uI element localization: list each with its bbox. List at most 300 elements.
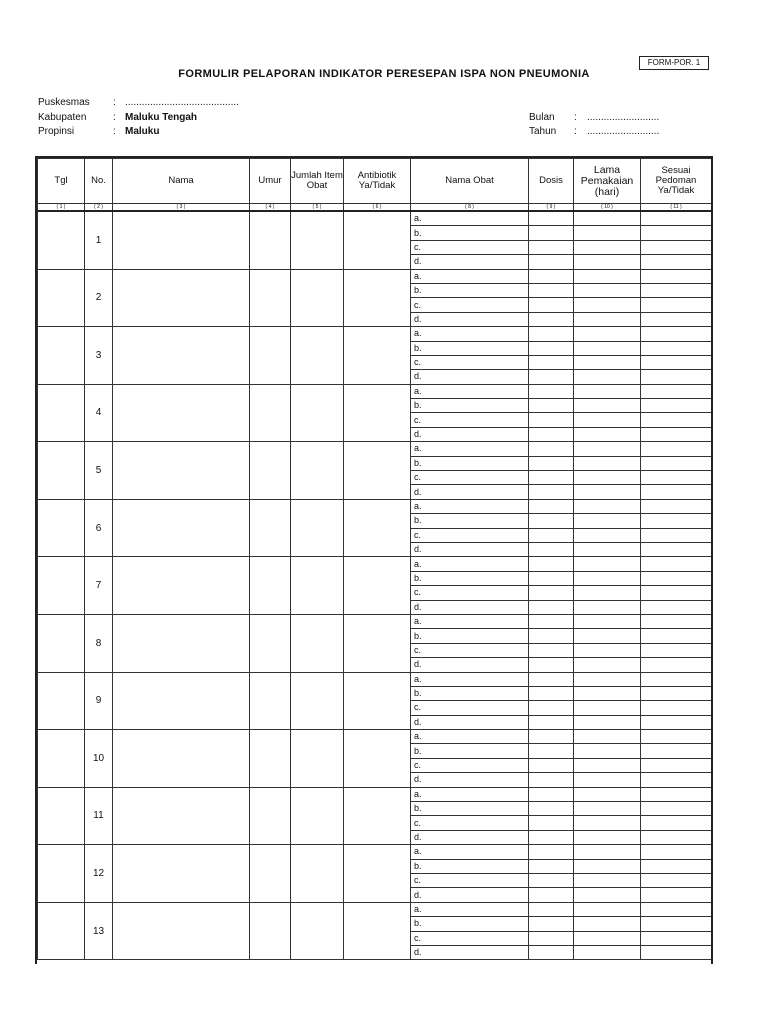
dosis-cell[interactable] [529, 298, 574, 312]
tgl-cell[interactable] [38, 787, 85, 845]
col-number: ( 3 ) [113, 204, 250, 212]
lama-pemakaian-cell[interactable] [574, 427, 641, 441]
nama-obat-cell[interactable]: c. [411, 298, 529, 312]
dosis-cell[interactable] [529, 471, 574, 485]
dosis-cell[interactable] [529, 355, 574, 369]
sesuai-pedoman-cell[interactable] [641, 211, 712, 226]
lama-pemakaian-cell[interactable] [574, 514, 641, 528]
nama-obat-cell[interactable]: d. [411, 888, 529, 902]
antibiotik-cell[interactable] [344, 787, 411, 845]
antibiotik-cell[interactable] [344, 845, 411, 903]
lama-pemakaian-cell[interactable] [574, 298, 641, 312]
tgl-cell[interactable] [38, 614, 85, 672]
dosis-cell[interactable] [529, 255, 574, 269]
sesuai-pedoman-cell[interactable] [641, 787, 712, 801]
lama-pemakaian-cell[interactable] [574, 629, 641, 643]
dosis-cell[interactable] [529, 802, 574, 816]
row-number: 4 [85, 384, 113, 442]
jumlah-item-cell[interactable] [291, 211, 344, 269]
nama-obat-cell[interactable]: d. [411, 773, 529, 787]
nama-obat-cell[interactable]: d. [411, 830, 529, 844]
lama-pemakaian-cell[interactable] [574, 226, 641, 240]
nama-obat-cell[interactable]: c. [411, 471, 529, 485]
dosis-cell[interactable] [529, 269, 574, 283]
row-number: 7 [85, 557, 113, 615]
sesuai-pedoman-cell[interactable] [641, 773, 712, 787]
sesuai-pedoman-cell[interactable] [641, 514, 712, 528]
nama-obat-cell[interactable]: c. [411, 413, 529, 427]
nama-cell[interactable] [113, 269, 250, 327]
sesuai-pedoman-cell[interactable] [641, 370, 712, 384]
sesuai-pedoman-cell[interactable] [641, 586, 712, 600]
tgl-cell[interactable] [38, 730, 85, 788]
dosis-cell[interactable] [529, 600, 574, 614]
table-row [38, 614, 712, 628]
jumlah-item-cell[interactable] [291, 384, 344, 442]
dosis-cell[interactable] [529, 931, 574, 945]
meta-label: Kabupaten [38, 112, 87, 123]
dosis-cell[interactable] [529, 485, 574, 499]
umur-cell[interactable] [250, 384, 291, 442]
tgl-cell[interactable] [38, 845, 85, 903]
nama-obat-cell[interactable]: d. [411, 945, 529, 959]
nama-obat-cell[interactable]: a. [411, 672, 529, 686]
sesuai-pedoman-cell[interactable] [641, 298, 712, 312]
jumlah-item-cell[interactable] [291, 269, 344, 327]
tgl-cell[interactable] [38, 269, 85, 327]
nama-obat-cell[interactable]: c. [411, 701, 529, 715]
nama-obat-cell[interactable]: b. [411, 226, 529, 240]
lama-pemakaian-cell[interactable] [574, 643, 641, 657]
tgl-cell[interactable] [38, 902, 85, 960]
jumlah-item-cell[interactable] [291, 730, 344, 788]
sesuai-pedoman-cell[interactable] [641, 471, 712, 485]
dosis-cell[interactable] [529, 643, 574, 657]
lama-pemakaian-cell[interactable] [574, 442, 641, 456]
lama-pemakaian-cell[interactable] [574, 600, 641, 614]
dosis-cell[interactable] [529, 859, 574, 873]
nama-obat-cell[interactable]: a. [411, 499, 529, 513]
dosis-cell[interactable] [529, 211, 574, 226]
dosis-cell[interactable] [529, 830, 574, 844]
umur-cell[interactable] [250, 902, 291, 960]
nama-obat-cell[interactable]: c. [411, 816, 529, 830]
jumlah-item-cell[interactable] [291, 442, 344, 500]
propinsi-value: Maluku [125, 126, 160, 137]
sesuai-pedoman-cell[interactable] [641, 672, 712, 686]
lama-pemakaian-cell[interactable] [574, 888, 641, 902]
dosis-cell[interactable] [529, 240, 574, 254]
nama-obat-cell[interactable]: a. [411, 269, 529, 283]
sesuai-pedoman-cell[interactable] [641, 399, 712, 413]
table-row [38, 211, 712, 226]
dosis-cell[interactable] [529, 730, 574, 744]
dosis-cell[interactable] [529, 370, 574, 384]
umur-cell[interactable] [250, 499, 291, 557]
dosis-cell[interactable] [529, 873, 574, 887]
jumlah-item-cell[interactable] [291, 845, 344, 903]
sesuai-pedoman-cell[interactable] [641, 269, 712, 283]
lama-pemakaian-cell[interactable] [574, 730, 641, 744]
nama-obat-cell[interactable]: d. [411, 715, 529, 729]
umur-cell[interactable] [250, 442, 291, 500]
nama-obat-cell[interactable]: d. [411, 255, 529, 269]
sesuai-pedoman-cell[interactable] [641, 499, 712, 513]
tgl-cell[interactable] [38, 384, 85, 442]
sesuai-pedoman-cell[interactable] [641, 442, 712, 456]
nama-cell[interactable] [113, 902, 250, 960]
nama-obat-cell[interactable]: c. [411, 528, 529, 542]
sesuai-pedoman-cell[interactable] [641, 557, 712, 571]
dosis-cell[interactable] [529, 327, 574, 341]
sesuai-pedoman-cell[interactable] [641, 312, 712, 326]
tgl-cell[interactable] [38, 499, 85, 557]
dosis-cell[interactable] [529, 499, 574, 513]
umur-cell[interactable] [250, 557, 291, 615]
lama-pemakaian-cell[interactable] [574, 341, 641, 355]
dosis-cell[interactable] [529, 744, 574, 758]
nama-obat-cell[interactable]: a. [411, 730, 529, 744]
nama-obat-cell[interactable]: d. [411, 542, 529, 556]
antibiotik-cell[interactable] [344, 672, 411, 730]
sesuai-pedoman-cell[interactable] [641, 283, 712, 297]
nama-obat-cell[interactable]: b. [411, 917, 529, 931]
lama-pemakaian-cell[interactable] [574, 816, 641, 830]
sesuai-pedoman-cell[interactable] [641, 571, 712, 585]
lama-pemakaian-cell[interactable] [574, 859, 641, 873]
dosis-cell[interactable] [529, 773, 574, 787]
tgl-cell[interactable] [38, 672, 85, 730]
nama-cell[interactable] [113, 499, 250, 557]
nama-obat-cell[interactable]: a. [411, 614, 529, 628]
antibiotik-cell[interactable] [344, 269, 411, 327]
sesuai-pedoman-cell[interactable] [641, 629, 712, 643]
sesuai-pedoman-cell[interactable] [641, 355, 712, 369]
nama-obat-cell[interactable]: c. [411, 758, 529, 772]
nama-cell[interactable] [113, 327, 250, 385]
col-header-jumlah-item: Jumlah Item Obat [291, 159, 344, 204]
lama-pemakaian-cell[interactable] [574, 471, 641, 485]
lama-pemakaian-cell[interactable] [574, 773, 641, 787]
lama-pemakaian-cell[interactable] [574, 571, 641, 585]
table-row [38, 442, 712, 456]
sesuai-pedoman-cell[interactable] [641, 845, 712, 859]
nama-obat-cell[interactable]: a. [411, 384, 529, 398]
dosis-cell[interactable] [529, 845, 574, 859]
nama-obat-cell[interactable]: c. [411, 240, 529, 254]
lama-pemakaian-cell[interactable] [574, 255, 641, 269]
jumlah-item-cell[interactable] [291, 672, 344, 730]
nama-cell[interactable] [113, 787, 250, 845]
nama-obat-cell[interactable]: b. [411, 456, 529, 470]
antibiotik-cell[interactable] [344, 442, 411, 500]
nama-obat-cell[interactable]: d. [411, 658, 529, 672]
sesuai-pedoman-cell[interactable] [641, 744, 712, 758]
dosis-cell[interactable] [529, 787, 574, 801]
lama-pemakaian-cell[interactable] [574, 758, 641, 772]
sesuai-pedoman-cell[interactable] [641, 830, 712, 844]
nama-obat-cell[interactable]: d. [411, 485, 529, 499]
dosis-cell[interactable] [529, 686, 574, 700]
col-header-sesuai: Sesuai Pedoman Ya/Tidak [641, 159, 712, 204]
dosis-cell[interactable] [529, 672, 574, 686]
dosis-cell[interactable] [529, 614, 574, 628]
sesuai-pedoman-cell[interactable] [641, 341, 712, 355]
sesuai-pedoman-cell[interactable] [641, 542, 712, 556]
antibiotik-cell[interactable] [344, 902, 411, 960]
tgl-cell[interactable] [38, 442, 85, 500]
antibiotik-cell[interactable] [344, 384, 411, 442]
dosis-cell[interactable] [529, 758, 574, 772]
antibiotik-cell[interactable] [344, 327, 411, 385]
tgl-cell[interactable] [38, 557, 85, 615]
antibiotik-cell[interactable] [344, 499, 411, 557]
lama-pemakaian-cell[interactable] [574, 327, 641, 341]
col-number: ( 4 ) [250, 204, 291, 212]
sesuai-pedoman-cell[interactable] [641, 528, 712, 542]
umur-cell[interactable] [250, 327, 291, 385]
nama-cell[interactable] [113, 384, 250, 442]
col-header-antibiotik: Antibiotik Ya/Tidak [344, 159, 411, 204]
lama-pemakaian-cell[interactable] [574, 542, 641, 556]
row-number: 12 [85, 845, 113, 903]
nama-obat-cell[interactable]: b. [411, 571, 529, 585]
nama-obat-cell[interactable]: c. [411, 643, 529, 657]
lama-pemakaian-cell[interactable] [574, 917, 641, 931]
nama-obat-cell[interactable]: a. [411, 902, 529, 916]
jumlah-item-cell[interactable] [291, 557, 344, 615]
nama-obat-cell[interactable]: b. [411, 283, 529, 297]
nama-obat-cell[interactable]: a. [411, 787, 529, 801]
sesuai-pedoman-cell[interactable] [641, 658, 712, 672]
dosis-cell[interactable] [529, 945, 574, 959]
nama-obat-cell[interactable]: c. [411, 931, 529, 945]
nama-obat-cell[interactable]: b. [411, 514, 529, 528]
sesuai-pedoman-cell[interactable] [641, 485, 712, 499]
lama-pemakaian-cell[interactable] [574, 528, 641, 542]
jumlah-item-cell[interactable] [291, 614, 344, 672]
dosis-cell[interactable] [529, 816, 574, 830]
jumlah-item-cell[interactable] [291, 327, 344, 385]
dosis-cell[interactable] [529, 399, 574, 413]
meta-colon: : [113, 112, 116, 123]
umur-cell[interactable] [250, 614, 291, 672]
lama-pemakaian-cell[interactable] [574, 672, 641, 686]
lama-pemakaian-cell[interactable] [574, 413, 641, 427]
sesuai-pedoman-cell[interactable] [641, 614, 712, 628]
dosis-cell[interactable] [529, 427, 574, 441]
lama-pemakaian-cell[interactable] [574, 211, 641, 226]
dosis-cell[interactable] [529, 629, 574, 643]
dosis-cell[interactable] [529, 658, 574, 672]
sesuai-pedoman-cell[interactable] [641, 931, 712, 945]
form-title: FORMULIR PELAPORAN INDIKATOR PERESEPAN ISPA NON PNEUMONIA [178, 68, 590, 80]
nama-obat-cell[interactable]: b. [411, 341, 529, 355]
lama-pemakaian-cell[interactable] [574, 701, 641, 715]
dosis-cell[interactable] [529, 571, 574, 585]
dosis-cell[interactable] [529, 283, 574, 297]
sesuai-pedoman-cell[interactable] [641, 413, 712, 427]
row-number: 11 [85, 787, 113, 845]
nama-cell[interactable] [113, 672, 250, 730]
report-table [37, 158, 712, 960]
table-row [38, 557, 712, 571]
sesuai-pedoman-cell[interactable] [641, 715, 712, 729]
sesuai-pedoman-cell[interactable] [641, 226, 712, 240]
sesuai-pedoman-cell[interactable] [641, 686, 712, 700]
tgl-cell[interactable] [38, 211, 85, 269]
nama-obat-cell[interactable]: b. [411, 859, 529, 873]
lama-pemakaian-cell[interactable] [574, 744, 641, 758]
sesuai-pedoman-cell[interactable] [641, 384, 712, 398]
sesuai-pedoman-cell[interactable] [641, 917, 712, 931]
lama-pemakaian-cell[interactable] [574, 312, 641, 326]
lama-pemakaian-cell[interactable] [574, 283, 641, 297]
antibiotik-cell[interactable] [344, 730, 411, 788]
nama-obat-cell[interactable]: b. [411, 399, 529, 413]
dosis-cell[interactable] [529, 888, 574, 902]
lama-pemakaian-cell[interactable] [574, 787, 641, 801]
dosis-cell[interactable] [529, 456, 574, 470]
sesuai-pedoman-cell[interactable] [641, 600, 712, 614]
col-header-no: No. [85, 159, 113, 204]
lama-pemakaian-cell[interactable] [574, 931, 641, 945]
jumlah-item-cell[interactable] [291, 902, 344, 960]
dosis-cell[interactable] [529, 557, 574, 571]
umur-cell[interactable] [250, 845, 291, 903]
dosis-cell[interactable] [529, 384, 574, 398]
nama-obat-cell[interactable]: a. [411, 845, 529, 859]
dosis-cell[interactable] [529, 917, 574, 931]
table-row [38, 845, 712, 859]
sesuai-pedoman-cell[interactable] [641, 758, 712, 772]
lama-pemakaian-cell[interactable] [574, 830, 641, 844]
dosis-cell[interactable] [529, 341, 574, 355]
umur-cell[interactable] [250, 672, 291, 730]
dosis-cell[interactable] [529, 542, 574, 556]
dosis-cell[interactable] [529, 226, 574, 240]
nama-obat-cell[interactable]: d. [411, 370, 529, 384]
umur-cell[interactable] [250, 730, 291, 788]
umur-cell[interactable] [250, 269, 291, 327]
lama-pemakaian-cell[interactable] [574, 945, 641, 959]
antibiotik-cell[interactable] [344, 614, 411, 672]
nama-obat-cell[interactable]: c. [411, 355, 529, 369]
sesuai-pedoman-cell[interactable] [641, 816, 712, 830]
nama-obat-cell[interactable]: c. [411, 873, 529, 887]
lama-pemakaian-cell[interactable] [574, 557, 641, 571]
sesuai-pedoman-cell[interactable] [641, 255, 712, 269]
nama-obat-cell[interactable]: a. [411, 327, 529, 341]
antibiotik-cell[interactable] [344, 211, 411, 269]
lama-pemakaian-cell[interactable] [574, 715, 641, 729]
lama-pemakaian-cell[interactable] [574, 384, 641, 398]
lama-pemakaian-cell[interactable] [574, 614, 641, 628]
dosis-cell[interactable] [529, 413, 574, 427]
sesuai-pedoman-cell[interactable] [641, 859, 712, 873]
dosis-cell[interactable] [529, 312, 574, 326]
sesuai-pedoman-cell[interactable] [641, 888, 712, 902]
col-header-nama-obat: Nama Obat [411, 159, 529, 204]
puskesmas-field[interactable]: ......................................... [125, 97, 239, 108]
nama-obat-cell[interactable]: c. [411, 586, 529, 600]
lama-pemakaian-cell[interactable] [574, 355, 641, 369]
lama-pemakaian-cell[interactable] [574, 686, 641, 700]
umur-cell[interactable] [250, 211, 291, 269]
nama-obat-cell[interactable]: b. [411, 629, 529, 643]
lama-pemakaian-cell[interactable] [574, 845, 641, 859]
nama-cell[interactable] [113, 211, 250, 269]
sesuai-pedoman-cell[interactable] [641, 802, 712, 816]
sesuai-pedoman-cell[interactable] [641, 427, 712, 441]
nama-cell[interactable] [113, 845, 250, 903]
antibiotik-cell[interactable] [344, 557, 411, 615]
lama-pemakaian-cell[interactable] [574, 658, 641, 672]
dosis-cell[interactable] [529, 586, 574, 600]
sesuai-pedoman-cell[interactable] [641, 456, 712, 470]
nama-obat-cell[interactable]: d. [411, 427, 529, 441]
dosis-cell[interactable] [529, 715, 574, 729]
bulan-field[interactable]: .......................... [587, 112, 660, 123]
sesuai-pedoman-cell[interactable] [641, 643, 712, 657]
dosis-cell[interactable] [529, 902, 574, 916]
nama-cell[interactable] [113, 614, 250, 672]
lama-pemakaian-cell[interactable] [574, 240, 641, 254]
sesuai-pedoman-cell[interactable] [641, 730, 712, 744]
jumlah-item-cell[interactable] [291, 499, 344, 557]
nama-obat-cell[interactable]: d. [411, 600, 529, 614]
dosis-cell[interactable] [529, 514, 574, 528]
sesuai-pedoman-cell[interactable] [641, 902, 712, 916]
meta-colon: : [574, 112, 577, 123]
col-header-nama: Nama [113, 159, 250, 204]
lama-pemakaian-cell[interactable] [574, 370, 641, 384]
lama-pemakaian-cell[interactable] [574, 485, 641, 499]
lama-pemakaian-cell[interactable] [574, 269, 641, 283]
nama-cell[interactable] [113, 442, 250, 500]
nama-cell[interactable] [113, 730, 250, 788]
nama-obat-cell[interactable]: b. [411, 686, 529, 700]
lama-pemakaian-cell[interactable] [574, 399, 641, 413]
lama-pemakaian-cell[interactable] [574, 499, 641, 513]
nama-obat-cell[interactable]: b. [411, 802, 529, 816]
nama-obat-cell[interactable]: d. [411, 312, 529, 326]
nama-obat-cell[interactable]: b. [411, 744, 529, 758]
sesuai-pedoman-cell[interactable] [641, 327, 712, 341]
lama-pemakaian-cell[interactable] [574, 873, 641, 887]
dosis-cell[interactable] [529, 528, 574, 542]
sesuai-pedoman-cell[interactable] [641, 873, 712, 887]
table-row [38, 787, 712, 801]
nama-obat-cell[interactable]: a. [411, 211, 529, 226]
tahun-field[interactable]: .......................... [587, 126, 660, 137]
lama-pemakaian-cell[interactable] [574, 902, 641, 916]
nama-obat-cell[interactable]: a. [411, 557, 529, 571]
sesuai-pedoman-cell[interactable] [641, 701, 712, 715]
sesuai-pedoman-cell[interactable] [641, 240, 712, 254]
sesuai-pedoman-cell[interactable] [641, 945, 712, 959]
nama-obat-cell[interactable]: a. [411, 442, 529, 456]
umur-cell[interactable] [250, 787, 291, 845]
tgl-cell[interactable] [38, 327, 85, 385]
nama-cell[interactable] [113, 557, 250, 615]
jumlah-item-cell[interactable] [291, 787, 344, 845]
dosis-cell[interactable] [529, 442, 574, 456]
dosis-cell[interactable] [529, 701, 574, 715]
lama-pemakaian-cell[interactable] [574, 802, 641, 816]
lama-pemakaian-cell[interactable] [574, 456, 641, 470]
lama-pemakaian-cell[interactable] [574, 586, 641, 600]
